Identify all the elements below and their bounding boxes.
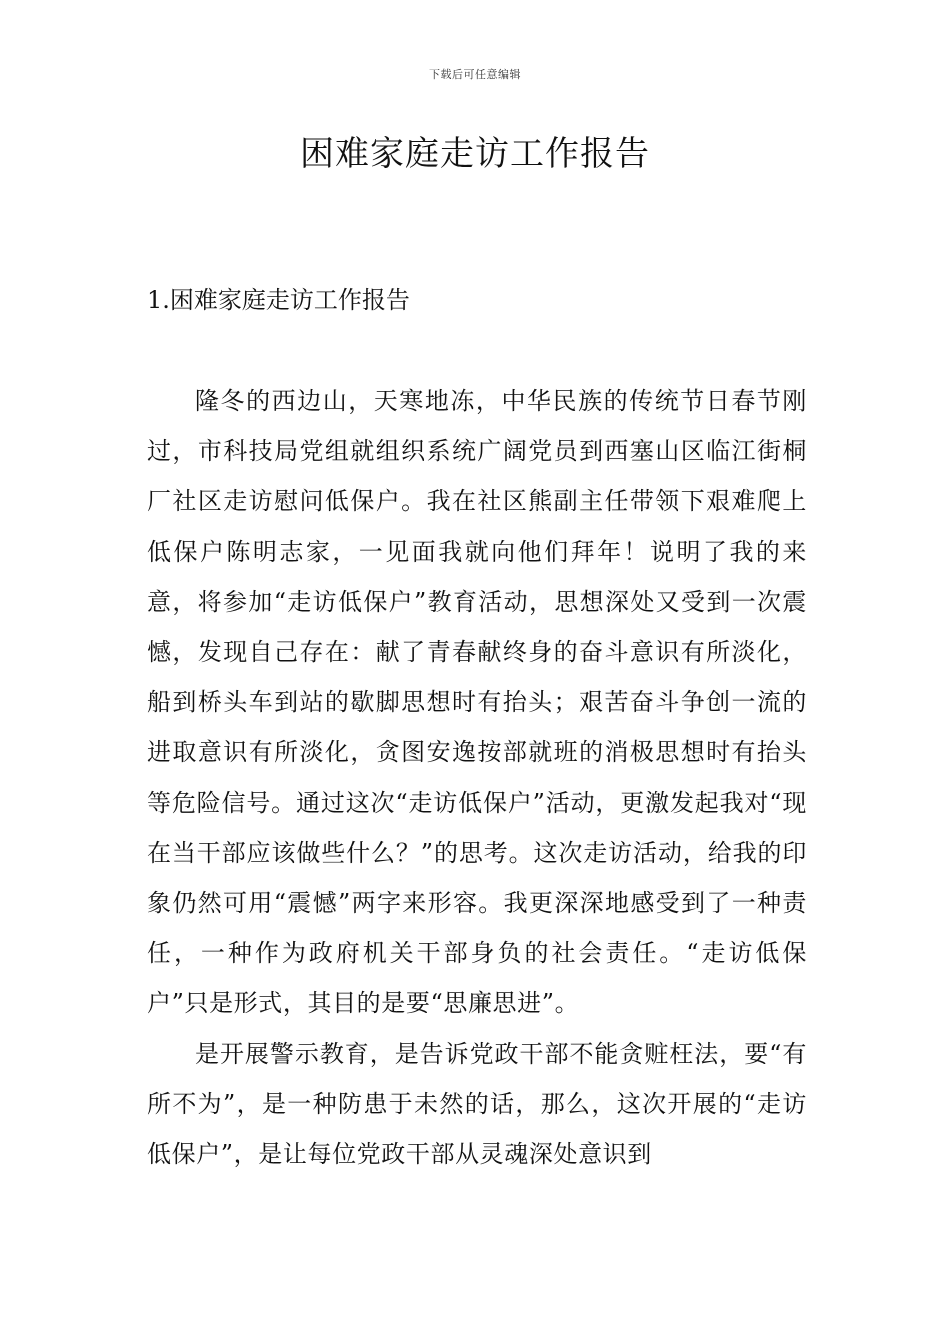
body-text	[147, 376, 807, 1179]
document-title: 困难家庭走访工作报告	[300, 134, 650, 174]
header-note: 下载后可任意编辑	[429, 68, 521, 81]
section-heading: 1.困难家庭走访工作报告	[147, 286, 410, 314]
paragraph: 是开展警示教育，是告诉党政干部不能贪赃枉法，要“有所不为”，是一种防患于未然的话，那么，这次开展的“走访低保户”，是让每位党政干部从灵魂深处意识到	[147, 1039, 807, 1169]
paragraph: 隆冬的西边山，天寒地冻，中华民族的传统节日春节刚过，市科技局党组就组织系统广阔党员到西塞山区临江街桐厂社区走访慰问低保户。我在社区熊副主任带领下艰难爬上低保户陈明志家，一见面我就向他们拜年！说明了我的来意，将参加“走访低保户”教育活动，思想深处又受到一次震憾，发现自己存在：献了青春献终身的奋斗意识有所淡化，船到桥头车到站的歇脚思想时有抬头；艰苦奋斗争创一流的进取意识有所淡化，贪图安逸按部就班的消极思想时有抬头等危险信号。通过这次“走访低保户”活动，更激发起我对“现在当干部应该做些什么？”的思考。这次走访活动，给我的印象仍然可用“震憾”两字来形容。我更深深地感受到了一种责任，一种作为政府机关干部身负的社会责任。“走访低保户”只是形式，其目的是要“思廉思进”。	[147, 387, 807, 1018]
